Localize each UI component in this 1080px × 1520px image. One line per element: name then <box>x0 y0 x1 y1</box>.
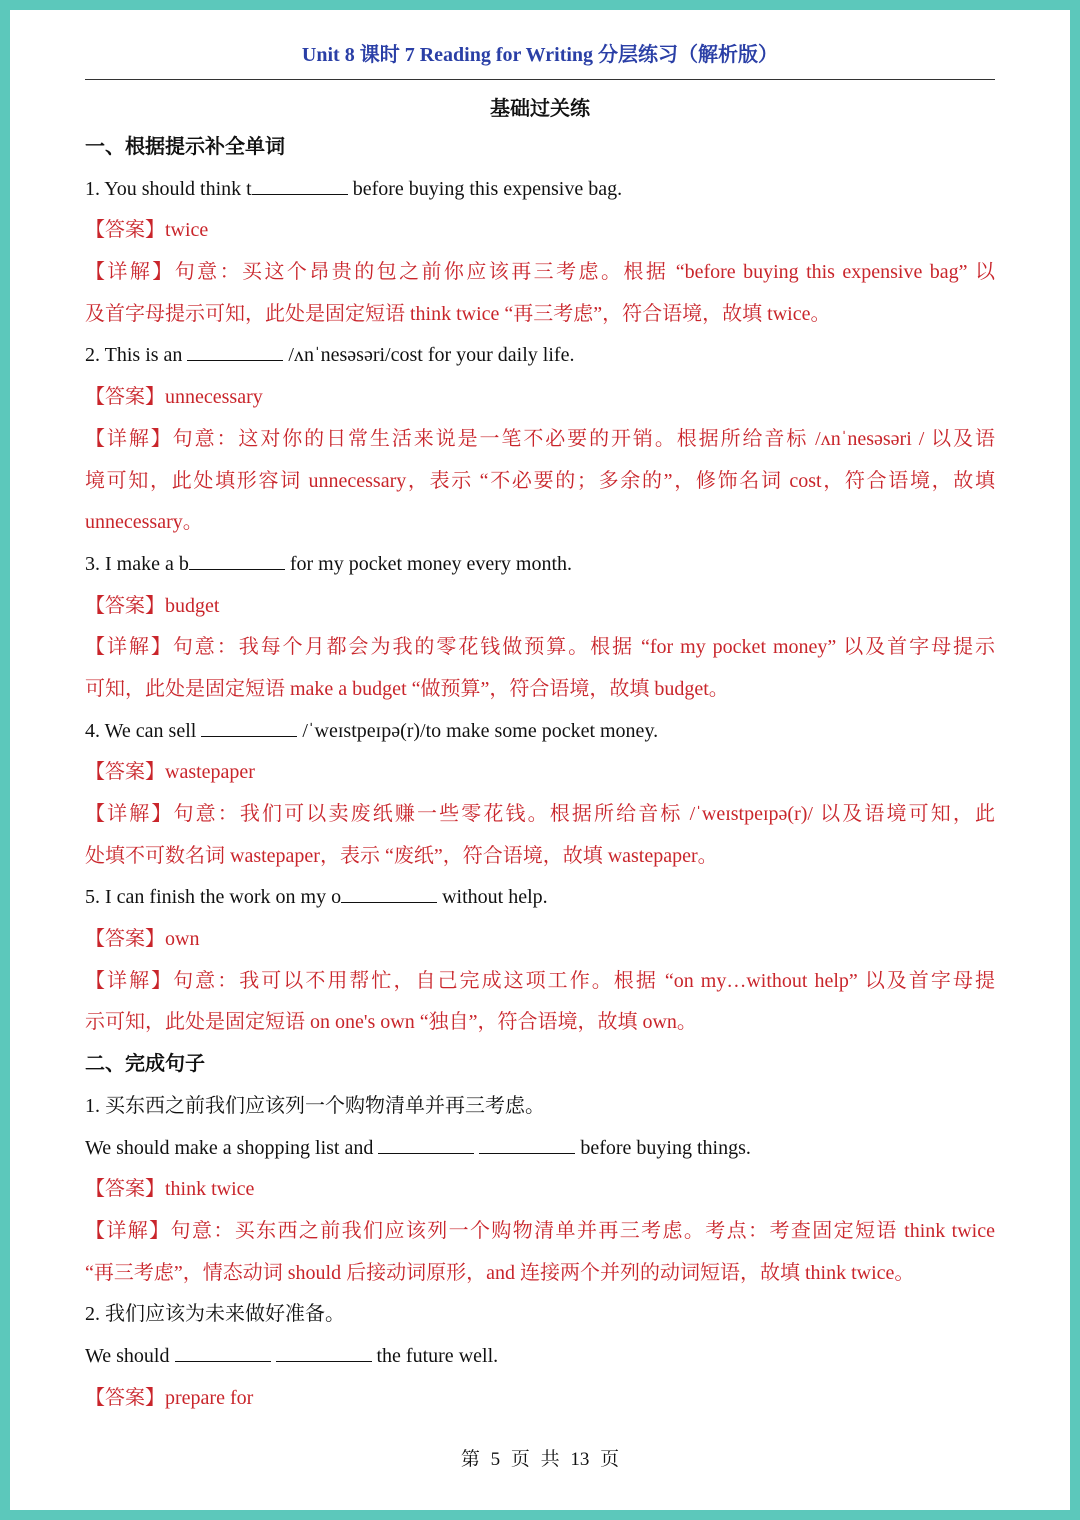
part1-heading: 一、根据提示补全单词 <box>85 136 285 158</box>
section-title: 基础过关练 <box>490 98 590 120</box>
answer-blank <box>175 1343 271 1362</box>
document-page <box>10 10 1070 1510</box>
part2-heading: 二、完成句子 <box>85 1053 205 1076</box>
explanation-1-line-2: 及首字母提示可知，此处是固定短语 think twice “再三考虑”，符合语境，故填 twice。 <box>85 302 831 325</box>
explanation-2-line-1: 【详解】句意：这对你的日常生活来说是一笔不必要的开销。根据所给音标 /ʌnˈnesəsəri / 以及语 <box>85 427 995 450</box>
explanation-1-line-1: 【详解】句意：买这个昂贵的包之前你应该再三考虑。根据 “before buying this expensive bag” 以 <box>85 261 995 284</box>
explanation-2-line-3: unnecessary。 <box>85 511 203 534</box>
answer-blank <box>276 1343 372 1362</box>
sentence-1-explanation-line-1: 【详解】句意：买东西之前我们应该列一个购物清单并再三考虑。考点：考查固定短语 think twice <box>85 1219 995 1242</box>
sentence-2-chinese: 2. 我们应该为未来做好准备。 <box>85 1303 345 1326</box>
question-2: 2. This is an /ʌnˈnesəsəri/cost for your daily life. <box>85 344 575 367</box>
sentence-1: We should make a shopping list and before buying things. <box>85 1136 751 1159</box>
question-5: 5. I can finish the work on my o without help. <box>85 886 548 909</box>
explanation-2-line-2: 境可知，此处填形容词 unnecessary，表示 “不必要的；多余的”，修饰名词 cost，符合语境，故填 <box>85 469 995 492</box>
question-4: 4. We can sell /ˈweɪstpeɪpə(r)/to make some pocket money. <box>85 719 659 742</box>
answer-3: 【答案】budget <box>85 594 220 617</box>
sentence-2-answer: 【答案】prepare for <box>85 1386 254 1409</box>
sentence-2: We should the future well. <box>85 1344 499 1367</box>
explanation-3-line-2: 可知，此处是固定短语 make a budget “做预算”，符合语境，故填 budget。 <box>85 677 729 700</box>
header-divider <box>85 79 995 80</box>
explanation-5-line-1: 【详解】句意：我可以不用帮忙，自己完成这项工作。根据 “on my…without help” 以及首字母提 <box>85 969 995 992</box>
page-number: 第 5 页 共 13 页 <box>460 1449 620 1470</box>
document-header: Unit 8 课时 7 Reading for Writing 分层练习（解析版） <box>301 44 779 66</box>
answer-4: 【答案】wastepaper <box>85 761 255 784</box>
document-body <box>85 127 995 1419</box>
answer-blank <box>252 176 348 195</box>
answer-2: 【答案】unnecessary <box>85 386 263 409</box>
answer-blank <box>378 1135 474 1154</box>
question-3: 3. I make a b for my pocket money every month. <box>85 552 573 575</box>
sentence-1-chinese: 1. 买东西之前我们应该列一个购物清单并再三考虑。 <box>85 1094 545 1117</box>
explanation-5-line-2: 示可知，此处是固定短语 on one's own “独自”，符合语境，故填 own。 <box>85 1011 697 1034</box>
answer-blank <box>189 551 285 570</box>
sentence-1-explanation-line-2: “再三考虑”，情态动词 should 后接动词原形，and 连接两个并列的动词短语，故填 think twice。 <box>85 1261 915 1284</box>
answer-blank <box>479 1135 575 1154</box>
explanation-4-line-1: 【详解】句意：我们可以卖废纸赚一些零花钱。根据所给音标 /ˈweɪstpeɪpə(r)/ 以及语境可知，此 <box>85 803 995 825</box>
answer-blank <box>187 342 283 361</box>
sentence-1-answer: 【答案】think twice <box>85 1178 255 1201</box>
answer-blank <box>201 718 297 737</box>
explanation-4-line-2: 处填不可数名词 wastepaper，表示 “废纸”，符合语境，故填 wastepaper。 <box>85 844 718 867</box>
answer-5: 【答案】own <box>85 928 200 951</box>
question-1: 1. You should think t before buying this expensive bag. <box>85 177 623 200</box>
answer-blank <box>341 884 437 903</box>
explanation-3-line-1: 【详解】句意：我每个月都会为我的零花钱做预算。根据 “for my pocket money” 以及首字母提示 <box>85 636 995 659</box>
answer-1: 【答案】twice <box>85 219 209 242</box>
